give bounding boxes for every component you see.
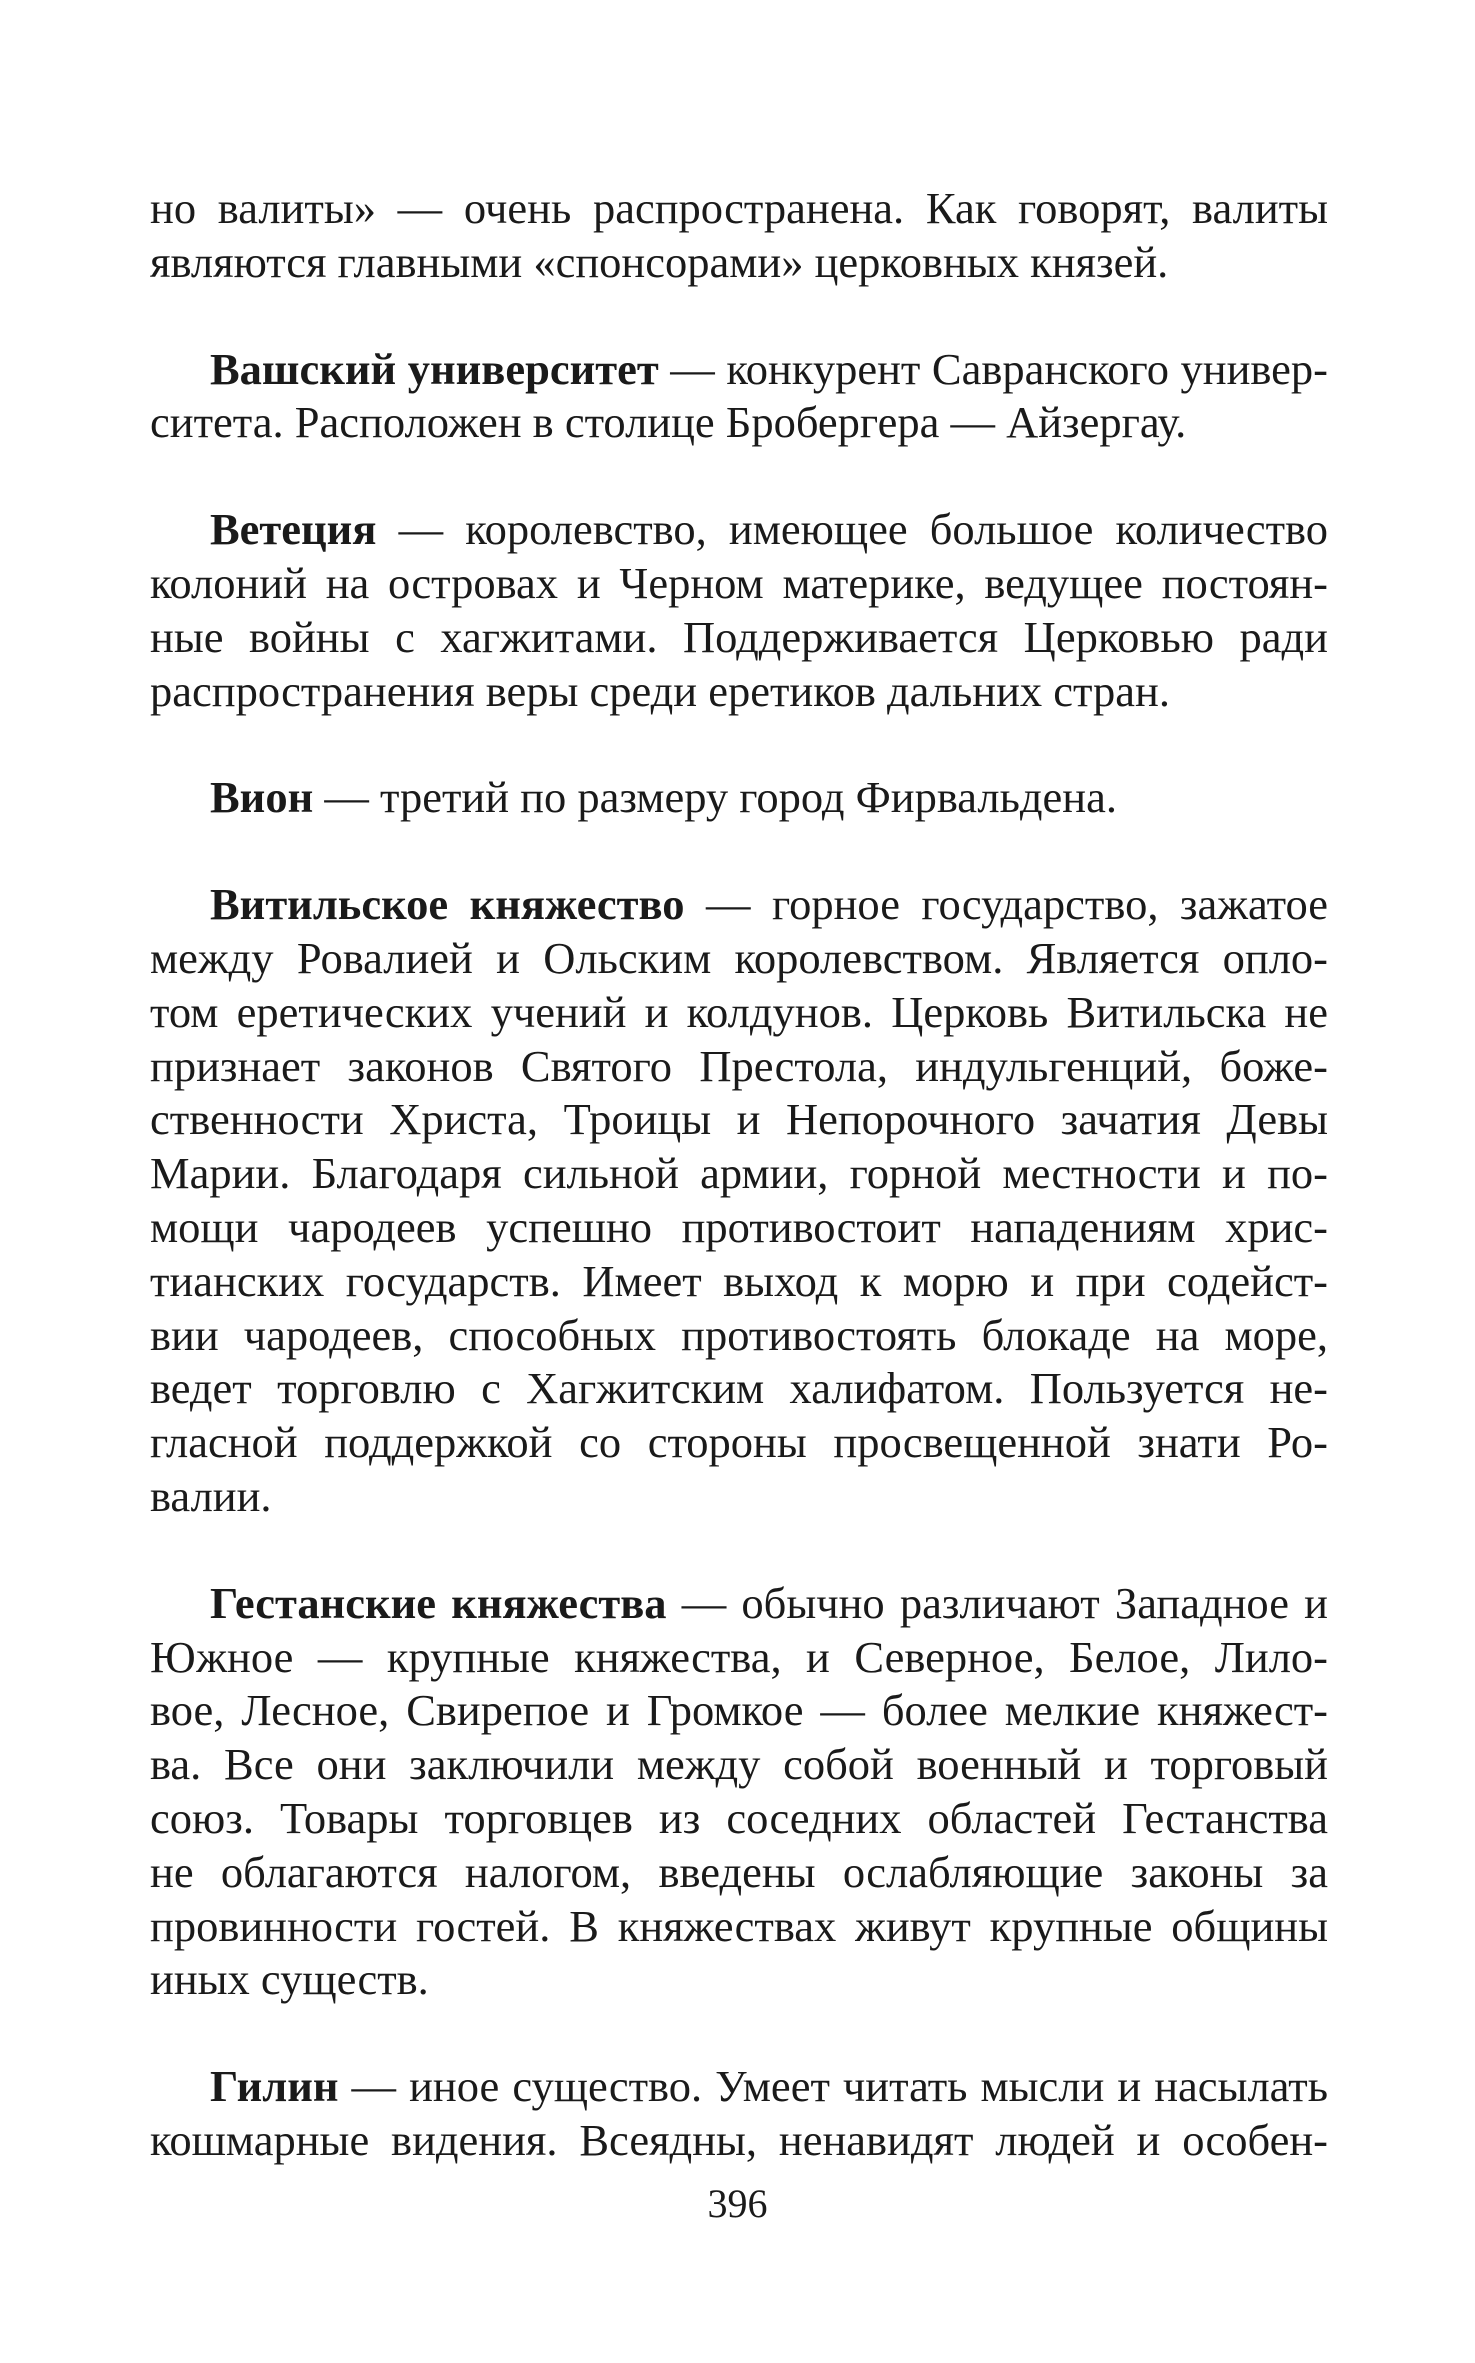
text-line: не облагаются налогом, введены ослабляющие законы за [150,1846,1328,1897]
text-line: распространения веры среди еретиков дальних стран. [150,665,1170,716]
page-body [150,182,1328,2168]
entry-definition-start: — третий по размеру город Фирвальдена. [313,772,1117,823]
text-line: кошмарные видения. Всеядны, ненавидят людей и особен- [150,2114,1328,2165]
text-line: Марии. Благодаря сильной армии, горной местности и по- [150,1148,1328,1199]
text-line: валии. [150,1470,272,1521]
text-line: ситета. Расположен в столице Бробергера — Айзергау. [150,397,1187,448]
text-line: том еретических учений и колдунов. Церковь Витильска не [150,986,1328,1037]
entry-gilin [150,2060,1328,2168]
entry-vetetsiya [150,503,1328,718]
text-line: ва. Все они заключили между собой военный и торговый [150,1739,1328,1790]
entry-term: Гилин [210,2061,339,2112]
text-line: колоний на островах и Черном материке, ведущее постоян- [150,557,1328,608]
text-line: являются главными «спонсорами» церковных князей. [150,236,1169,287]
entry-term: Гестанские княжества [210,1577,667,1628]
text-line: ные войны с хагжитами. Поддерживается Церковью ради [150,611,1328,662]
entry-definition-start: — конкурент Савранского универ- [658,343,1328,394]
entry-term: Вион [210,772,314,823]
entry-definition-start: — иное существо. Умеет читать мысли и насылать [338,2061,1328,2112]
entry-first-line [150,503,1328,557]
entry-vitilskoe-principality [150,878,1328,1524]
entry-gestanskie-principalities [150,1577,1328,2007]
text-line: между Ровалией и Ольским королевством. Является опло- [150,932,1328,983]
paragraph-continuation [150,182,1328,290]
text-line: признает законов Святого Престола, индульгенций, боже- [150,1040,1328,1091]
text-line: Южное — крупные княжества, и Северное, Белое, Лило- [150,1631,1328,1682]
text-line: вое, Лесное, Свирепое и Громкое — более мелкие княжест- [150,1685,1328,1736]
entry-definition-start: — королевство, имеющее большое количество [376,504,1328,555]
text-line: мощи чародеев успешно противостоит нападениям хрис- [150,1201,1328,1252]
text-line: но валиты» — очень распространена. Как говорят, валиты [150,183,1328,233]
entry-vashsky-university [150,343,1328,451]
text-line: провинности гостей. В княжествах живут крупные общины [150,1900,1328,1951]
text-line: вии чародеев, способных противостоять блокаде на море, [150,1309,1328,1360]
text-line: гласной поддержкой со стороны просвещенной знати Ро- [150,1417,1328,1468]
text-line: тианских государств. Имеет выход к морю и при содейст- [150,1255,1328,1306]
entry-first-line [150,1577,1328,1631]
text-line: ственности Христа, Троицы и Непорочного зачатия Девы [150,1094,1328,1145]
entry-term: Витильское княжество [210,879,685,930]
entry-first-line [150,343,1328,397]
entry-term: Вашский университет [210,343,659,394]
text-line: ведет торговлю с Хагжитским халифатом. Пользуется не- [150,1363,1328,1414]
entry-term: Ветеция [210,504,377,555]
entry-first-line [150,878,1328,932]
entry-vion [150,771,1328,825]
text-line: союз. Товары торговцев из соседних областей Гестанства [150,1792,1328,1843]
entry-first-line [150,771,1328,825]
entry-definition-start: — горное государство, зажатое [684,879,1328,930]
text-line: иных существ. [150,1954,429,2005]
entry-first-line [150,2060,1328,2114]
page-number: 396 [707,2181,768,2226]
entry-definition-start: — обычно различают Западное и [666,1577,1328,1628]
